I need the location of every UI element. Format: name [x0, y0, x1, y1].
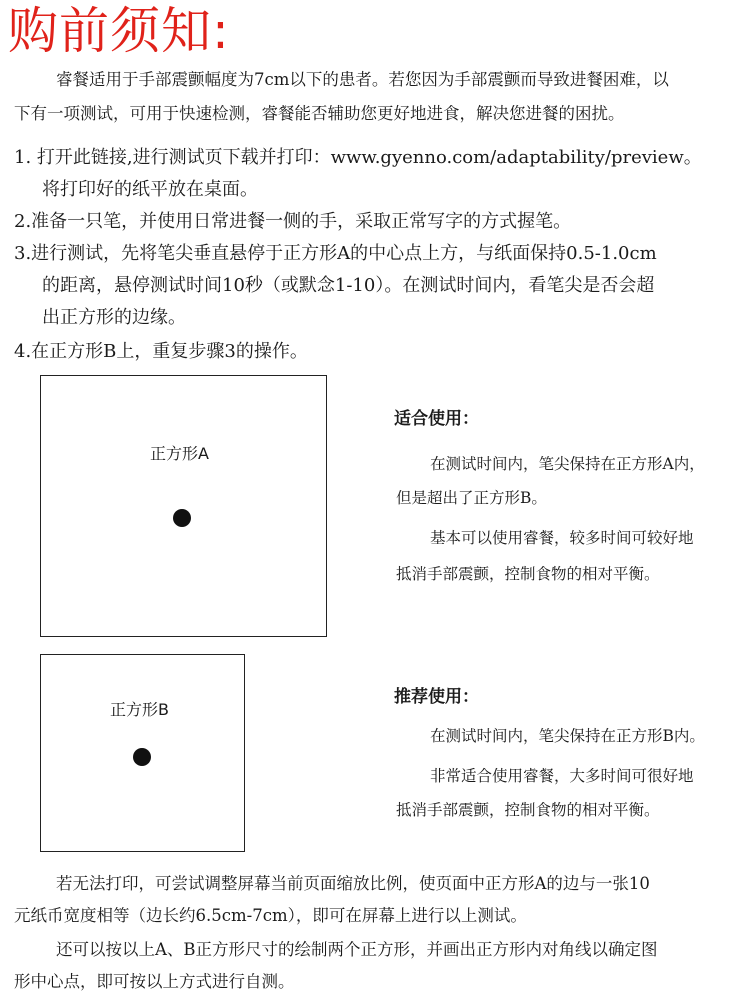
footer-line-4: 形中心点，即可按以上方式进行自测。: [14, 972, 295, 991]
square-b-center-dot: [133, 748, 151, 766]
square-a-heading: 适合使用：: [394, 409, 479, 429]
square-b-note-1: 在测试时间内，笔尖保持在正方形B内。: [430, 727, 705, 745]
step-4-line-1: 4.在正方形B上，重复步骤3的操作。: [14, 341, 308, 362]
square-b-label: 正方形B: [110, 700, 169, 719]
square-a: [40, 375, 327, 637]
step-1-line-2: 将打印好的纸平放在桌面。: [42, 179, 258, 200]
page-title: 购前须知:: [8, 2, 230, 60]
step-3-line-1: 3.进行测试，先将笔尖垂直悬停于正方形A的中心点上方，与纸面保持0.5-1.0cm: [14, 243, 657, 264]
square-a-note-2: 但是超出了正方形B。: [396, 489, 547, 507]
footer-line-3: 还可以按以上A、B正方形尺寸的绘制两个正方形，并画出正方形内对角线以确定图: [56, 940, 658, 959]
square-b-heading: 推荐使用：: [394, 687, 479, 707]
square-a-note-3: 基本可以使用睿餐，较多时间可较好地: [430, 529, 694, 547]
square-a-label: 正方形A: [150, 444, 209, 463]
intro-line-2: 下有一项测试，可用于快速检测，睿餐能否辅助您更好地进食，解决您进餐的困扰。: [14, 104, 625, 123]
square-b-note-2: 非常适合使用睿餐，大多时间可很好地: [430, 767, 694, 785]
step-2-line-1: 2.准备一只笔，并使用日常进餐一侧的手，采取正常写字的方式握笔。: [14, 211, 572, 232]
step-3-line-3: 出正方形的边缘。: [42, 307, 186, 328]
intro-line-1: 睿餐适用于手部震颤幅度为7cm以下的患者。若您因为手部震颤而导致进餐困难，以: [56, 70, 669, 89]
footer-line-2: 元纸币宽度相等（边长约6.5cm-7cm），即可在屏幕上进行以上测试。: [14, 906, 527, 925]
square-a-note-4: 抵消手部震颤，控制食物的相对平衡。: [396, 565, 660, 583]
step-3-line-2: 的距离，悬停测试时间10秒（或默念1-10）。在测试时间内，看笔尖是否会超: [42, 275, 655, 296]
step-1-line-1: 1. 打开此链接,进行测试页下载并打印：www.gyenno.com/adaptability/preview。: [14, 147, 702, 168]
square-b-note-3: 抵消手部震颤，控制食物的相对平衡。: [396, 801, 660, 819]
square-a-note-1: 在测试时间内，笔尖保持在正方形A内，: [430, 455, 705, 473]
footer-line-1: 若无法打印，可尝试调整屏幕当前页面缩放比例，使页面中正方形A的边与一张10: [56, 874, 650, 893]
square-a-center-dot: [173, 509, 191, 527]
